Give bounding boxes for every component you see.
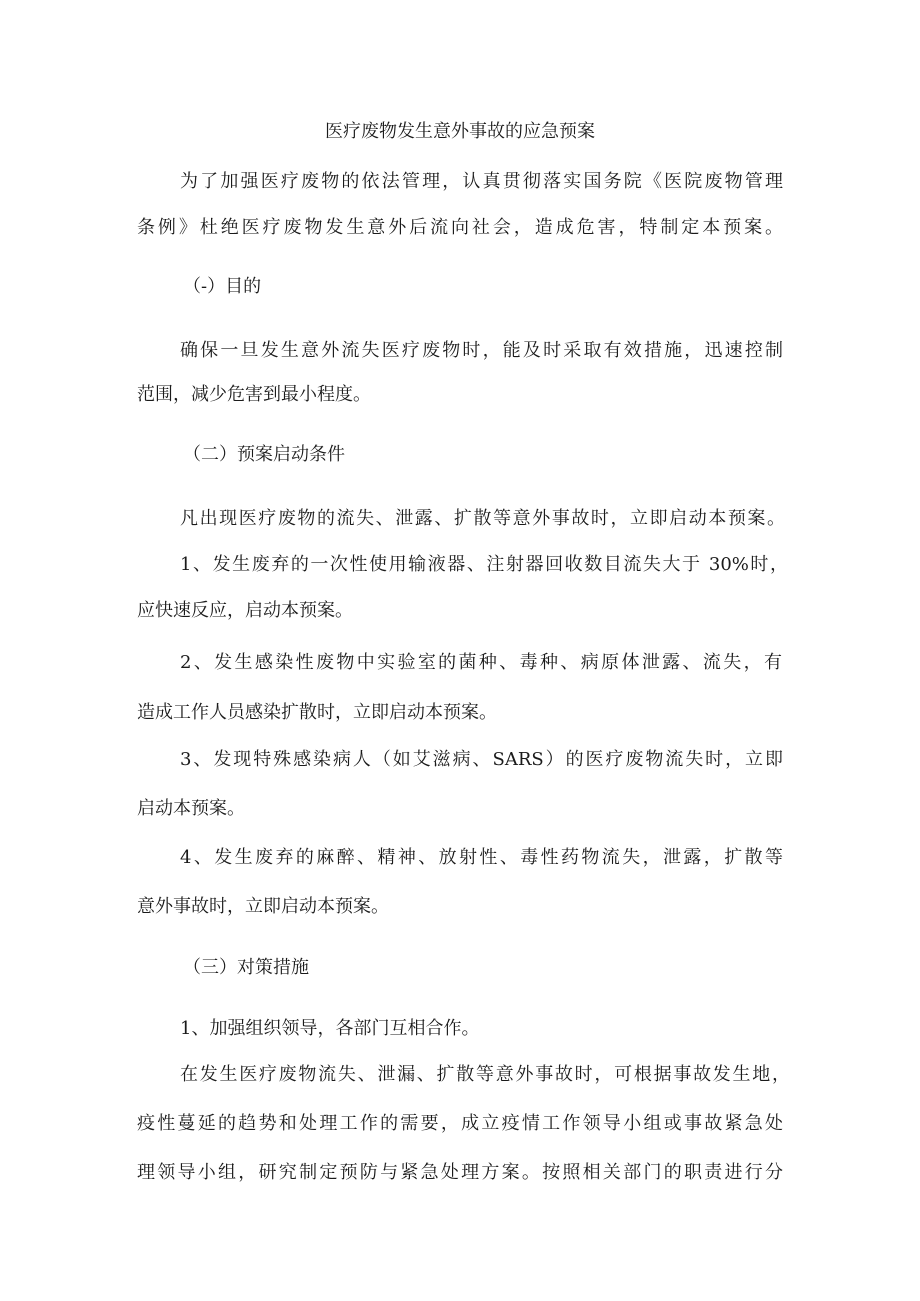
section-3-heading: （三）对策措施	[183, 957, 309, 978]
section-2-item-3-line-2: 启动本预案。	[137, 798, 245, 819]
section-2-lead: 凡出现医疗废物的流失、泄露、扩散等意外事故时，立即启动本预案。	[180, 508, 785, 529]
section-3-para-line-2: 疫性蔓延的趋势和处理工作的需要，成立疫情工作领导小组或事故紧急处	[137, 1113, 783, 1134]
section-3-para-line-3: 理领导小组，研究制定预防与紧急处理方案。按照相关部门的职责进行分	[137, 1162, 783, 1183]
section-2-heading: （二）预案启动条件	[183, 444, 345, 465]
section-2-item-1-line-1: 1、发生废弃的一次性使用输液器、注射器回收数目流失大于 30%时，	[180, 554, 788, 575]
section-3-para-line-1: 在发生医疗废物流失、泄漏、扩散等意外事故时，可根据事故发生地，	[180, 1064, 790, 1085]
intro-line-1: 为了加强医疗废物的依法管理，认真贯彻落实国务院《医院废物管理	[180, 171, 783, 192]
section-1-line-1: 确保一旦发生意外流失医疗废物时，能及时采取有效措施，迅速控制	[180, 340, 783, 361]
section-2-item-4-line-2: 意外事故时，立即启动本预案。	[137, 896, 389, 917]
section-1-heading: （-）目的	[183, 276, 262, 297]
section-3-item-1: 1、加强组织领导，各部门互相合作。	[180, 1018, 480, 1039]
section-2-item-4-line-1: 4、发生废弃的麻醉、精神、放射性、毒性药物流失，泄露，扩散等	[180, 847, 783, 868]
section-1-line-2: 范围，减少危害到最小程度。	[137, 384, 371, 405]
section-2-item-1-line-2: 应快速反应，启动本预案。	[137, 600, 353, 621]
section-2-item-2-line-2: 造成工作人员感染扩散时，立即启动本预案。	[137, 702, 497, 723]
intro-line-2: 条例》杜绝医疗废物发生意外后流向社会，造成危害，特制定本预案。	[137, 217, 783, 238]
section-2-item-3-line-1: 3、发现特殊感染病人（如艾滋病、SARS）的医疗废物流失时，立即	[180, 749, 783, 770]
document-title: 医疗废物发生意外事故的应急预案	[325, 121, 595, 142]
section-2-item-2-line-1: 2、发生感染性废物中实验室的菌种、毒种、病原体泄露、流失，有	[180, 652, 782, 673]
